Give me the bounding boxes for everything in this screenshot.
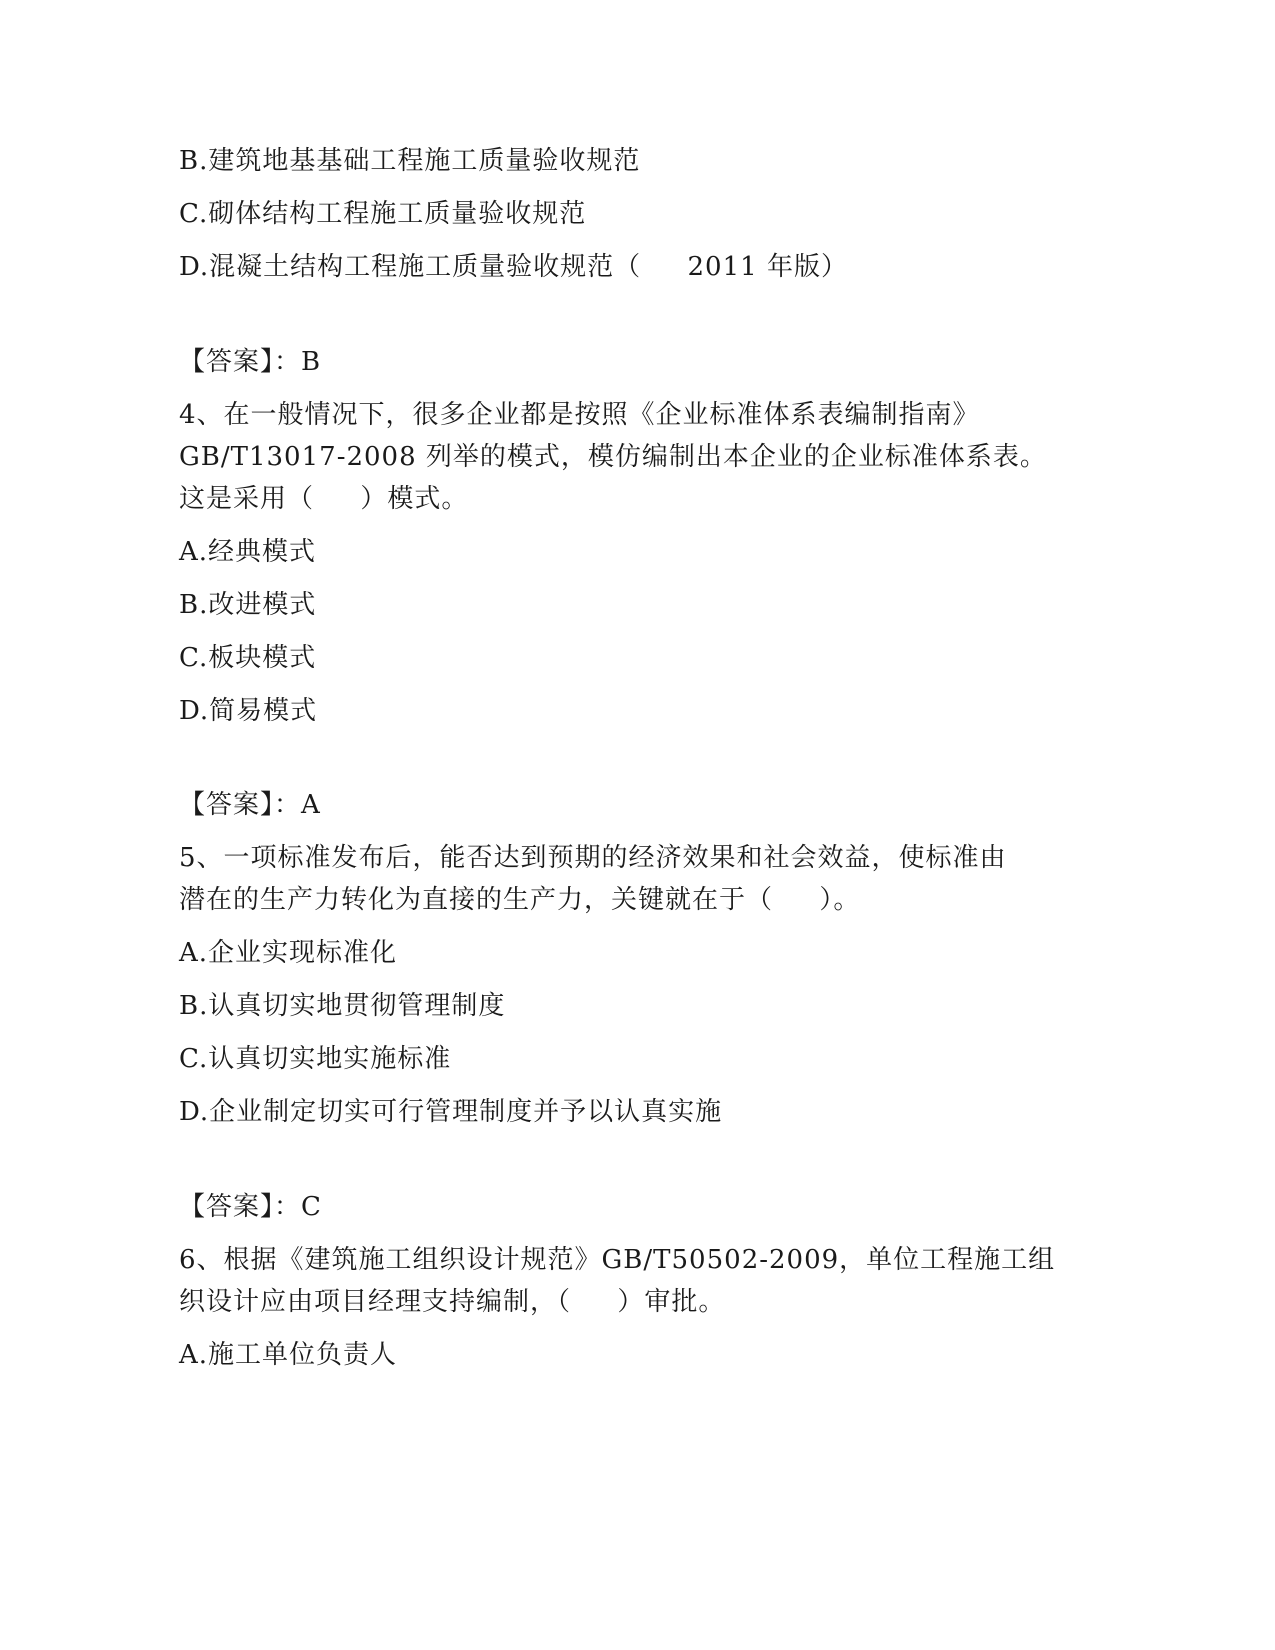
q6-stem-line-2: 织设计应由项目经理支持编制，（ ）审批。 — [179, 1287, 726, 1317]
q5-answer: 【答案】：C — [179, 1192, 322, 1222]
q3-option-d: D.混凝土结构工程施工质量验收规范（ 2011 年版） — [179, 252, 848, 282]
q4-stem-line-2: GB/T13017-2008 列举的模式，模仿编制出本企业的企业标准体系表。 — [179, 442, 1047, 472]
q3-answer: 【答案】：B — [179, 347, 322, 377]
q5-option-d: D.企业制定切实可行管理制度并予以认真实施 — [179, 1097, 723, 1127]
q5-option-c: C.认真切实地实施标准 — [179, 1044, 452, 1074]
q4-answer: 【答案】：A — [179, 790, 321, 820]
q4-option-c: C.板块模式 — [179, 643, 317, 673]
q5-stem-line-1: 5、一项标准发布后，能否达到预期的经济效果和社会效益，使标准由 — [179, 843, 1007, 873]
q6-option-a: A.施工单位负责人 — [179, 1340, 398, 1370]
q4-stem-line-1: 4、在一般情况下，很多企业都是按照《企业标准体系表编制指南》 — [179, 400, 980, 430]
q4-option-a: A.经典模式 — [179, 537, 317, 567]
q4-option-b: B.改进模式 — [179, 590, 317, 620]
q4-option-d: D.简易模式 — [179, 696, 318, 726]
q4-stem-line-3: 这是采用（ ）模式。 — [179, 484, 469, 514]
q5-option-b: B.认真切实地贯彻管理制度 — [179, 991, 506, 1021]
q6-stem-line-1: 6、根据《建筑施工组织设计规范》GB/T50502-2009，单位工程施工组 — [179, 1245, 1056, 1275]
q3-option-b: B.建筑地基基础工程施工质量验收规范 — [179, 146, 641, 176]
q5-option-a: A.企业实现标准化 — [179, 938, 398, 968]
q5-stem-line-2: 潜在的生产力转化为直接的生产力，关键就在于（ ）。 — [179, 885, 861, 915]
q3-option-c: C.砌体结构工程施工质量验收规范 — [179, 199, 587, 229]
